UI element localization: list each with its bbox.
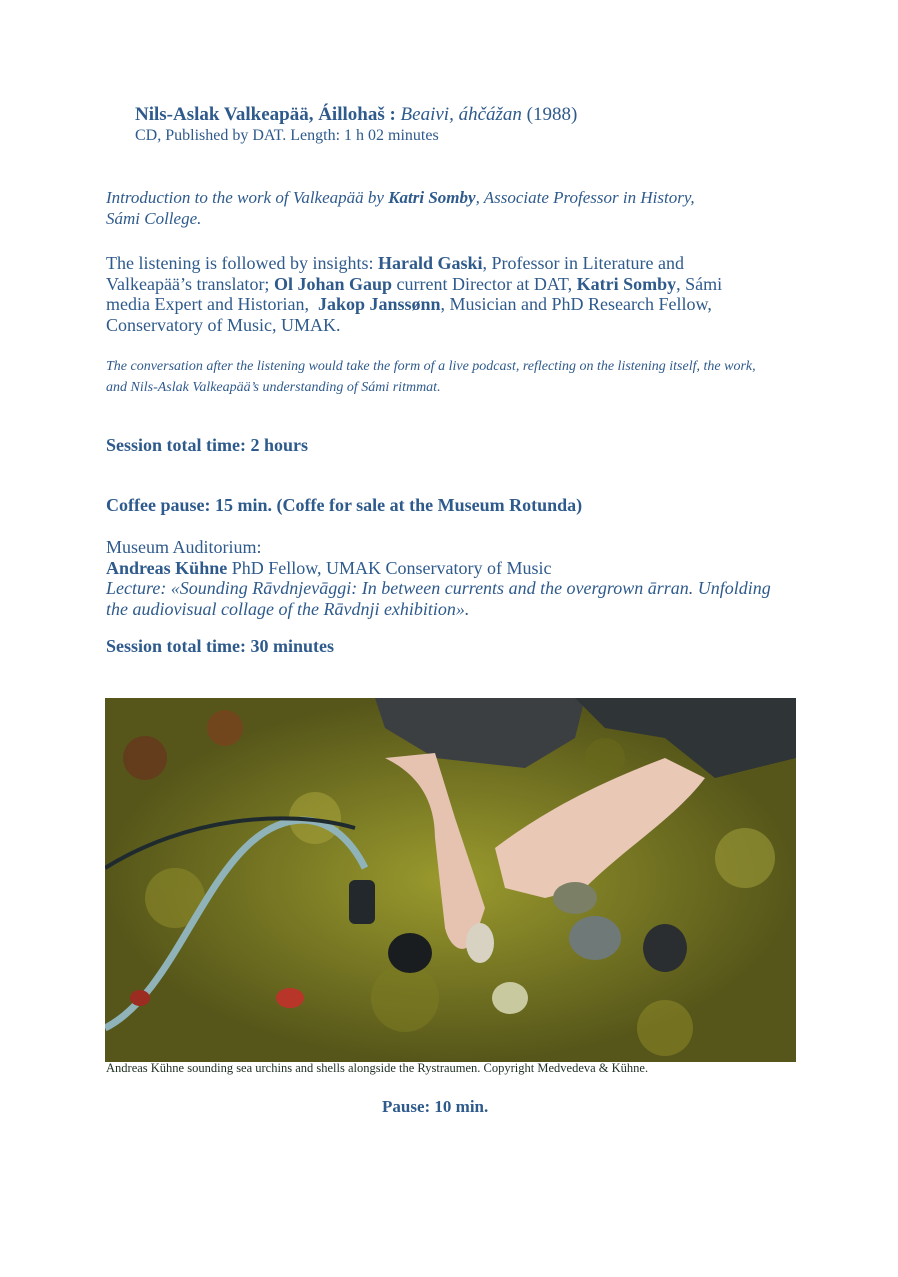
work-year: (1988) [526,104,578,125]
conversation-line: and Nils-Aslak Valkeapää’s understanding of Sámi ritmmat. [106,380,441,395]
pause-heading: Pause: 10 min. [382,1097,489,1116]
intro-rest: , Associate Professor in History, [475,188,695,207]
photo-illustration [105,698,796,1062]
insights-text: , Professor in Literature and [482,253,684,273]
intro-paragraph [106,187,806,229]
lecturer-role: PhD Fellow, UMAK Conservatory of Music [227,557,552,578]
speaker-name: Harald Gaski [378,253,483,273]
field-recording-photo [105,698,796,1062]
conversation-line: The conversation after the listening would take the form of a live podcast, reflecting on the listening itself, the work, [106,359,756,374]
intro-name: Katri Somby [388,188,476,207]
auditorium-block [106,537,806,619]
insights-text: media Expert and Historian, [106,294,309,314]
intro-line2: Sámi College. [106,209,202,228]
work-entry [135,104,835,146]
lecturer-name: Andreas Kühne [106,557,228,578]
photo-caption: Andreas Kühne sounding sea urchins and shells alongside the Rystraumen. Copyright Medvedeva & Kühne. [106,1061,649,1075]
insights-text: , Sámi [676,273,723,294]
insights-text: The listening is followed by insights: [106,253,374,273]
insights-text: Valkeapää’s translator; [106,273,270,294]
insights-text: , Musician and PhD Research Fellow, [440,294,712,314]
work-details: CD, Published by DAT. Length: 1 h 02 minutes [135,127,439,144]
lecture-title: Lecture: «Sounding Rāvdnjevāggi: In between currents and the overgrown ārran. Unfolding [106,578,771,598]
insights-text: current Director at DAT, [396,273,573,294]
conversation-note [106,356,806,398]
work-author: Nils-Aslak Valkeapää, Áillohaš : [135,104,396,125]
session-time-heading: Session total time: 30 minutes [106,636,334,656]
speaker-name: Ol Johan Gaup [273,273,392,294]
venue-label: Museum Auditorium: [106,537,262,557]
insights-text: Conservatory of Music, UMAK. [106,314,341,335]
work-title: Beaivi, áhčážan [400,104,522,125]
intro-prefix: Introduction to the work of Valkeapää by [106,188,384,207]
insights-paragraph [106,253,806,335]
lecture-title: the audiovisual collage of the Rāvdnji exhibition». [106,598,470,619]
speaker-name: Jakop Janssønn [317,294,441,314]
coffee-pause-heading: Coffee pause: 15 min. (Coffe for sale at the Museum Rotunda) [106,495,583,515]
session-time-heading: Session total time: 2 hours [106,435,308,455]
speaker-name: Katri Somby [576,273,677,294]
